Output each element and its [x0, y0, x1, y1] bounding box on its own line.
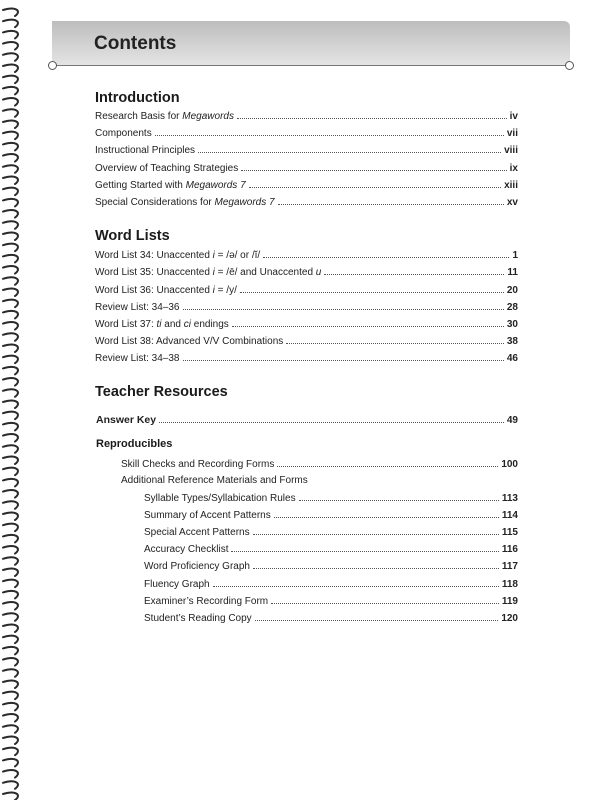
spiral-coil — [3, 76, 18, 83]
toc-entry-label: Overview of Teaching Strategies — [95, 163, 239, 174]
spiral-coil — [3, 557, 18, 564]
spiral-coil — [3, 42, 18, 49]
toc-page-number: viii — [504, 145, 518, 156]
spiral-coil — [3, 737, 18, 744]
toc-entry[interactable] — [144, 524, 518, 538]
toc-entry[interactable] — [95, 194, 518, 208]
toc-entry[interactable] — [95, 125, 518, 139]
spiral-coil — [3, 434, 18, 441]
spiral-binding — [0, 0, 30, 800]
toc-entry-label: Special Considerations for Megawords 7 — [95, 197, 275, 208]
spiral-coil — [3, 378, 18, 385]
spiral-coil — [3, 300, 18, 307]
toc-page-number: vii — [506, 128, 518, 139]
spiral-coil — [3, 65, 18, 72]
spiral-coil — [3, 210, 18, 217]
toc-entry-label: Fluency Graph — [144, 579, 210, 590]
spiral-coil — [3, 367, 18, 374]
spiral-coil — [3, 132, 18, 139]
spiral-coil — [3, 625, 18, 632]
toc-entry[interactable] — [144, 576, 518, 590]
toc-entry-label: Examiner’s Recording Form — [144, 596, 269, 607]
section-heading-introduction: Introduction — [95, 90, 180, 106]
toc-page-number: 118 — [501, 579, 518, 590]
toc-page-number: 116 — [501, 544, 518, 555]
toc-entry[interactable] — [144, 558, 518, 572]
spiral-coil — [3, 199, 18, 206]
toc-entry-label: Answer Key — [96, 414, 157, 426]
subheading-reproducibles: Reproducibles — [96, 438, 173, 450]
toc-entry-label: Instructional Principles — [95, 145, 196, 156]
spiral-coil — [3, 535, 18, 542]
toc-entry-label: Word List 34: Unaccented i = /ə/ or /ĭ/ — [95, 250, 261, 261]
spiral-coil — [3, 490, 18, 497]
toc-entry[interactable] — [144, 507, 518, 521]
spiral-coil — [3, 31, 18, 38]
toc-entry-label: Word List 36: Unaccented i = /y/ — [95, 285, 237, 296]
toc-page-number: 46 — [506, 353, 518, 364]
spiral-coil — [3, 781, 18, 788]
toc-page-number: 113 — [501, 493, 518, 504]
spiral-coil — [3, 53, 18, 60]
spiral-coil — [3, 457, 18, 464]
toc-entry-label: Word List 35: Unaccented i = /ē/ and Unaccented u — [95, 267, 322, 278]
spiral-coil — [3, 154, 18, 161]
spiral-coil — [3, 188, 18, 195]
toc-page-number: 117 — [501, 561, 518, 572]
toc-entry[interactable] — [95, 299, 518, 313]
toc-entry[interactable] — [95, 108, 518, 122]
spiral-coil — [3, 412, 18, 419]
spiral-coil — [3, 479, 18, 486]
toc-entry-label: Getting Started with Megawords 7 — [95, 180, 246, 191]
toc-page-number: 28 — [506, 302, 518, 313]
spiral-coil — [3, 345, 18, 352]
spiral-coil — [3, 748, 18, 755]
toc-page-number: 114 — [501, 510, 518, 521]
spiral-coil — [3, 759, 18, 766]
toc-page-number: 30 — [506, 319, 518, 330]
toc-entry[interactable] — [95, 350, 518, 364]
toc-entry[interactable] — [95, 177, 518, 191]
spiral-coil — [3, 681, 18, 688]
spiral-coil — [3, 177, 18, 184]
toc-page-number: 20 — [506, 285, 518, 296]
spiral-coil — [3, 277, 18, 284]
toc-entry[interactable] — [144, 541, 518, 555]
spiral-coil — [3, 613, 18, 620]
spiral-coil — [3, 244, 18, 251]
spiral-coil — [3, 255, 18, 262]
spiral-coil — [3, 401, 18, 408]
toc-subgroup-label: Additional Reference Materials and Forms — [121, 475, 308, 486]
toc-entry[interactable] — [144, 490, 518, 504]
spiral-coil — [3, 692, 18, 699]
toc-entry-label: Word List 38: Advanced V/V Combinations — [95, 336, 284, 347]
spiral-coil — [3, 289, 18, 296]
toc-entry-label: Accuracy Checklist — [144, 544, 229, 555]
toc-page-number: 115 — [501, 527, 518, 538]
spiral-coil — [3, 423, 18, 430]
toc-entry-label: Special Accent Patterns — [144, 527, 250, 538]
spiral-coil — [3, 546, 18, 553]
spiral-coil — [3, 109, 18, 116]
spiral-coil — [3, 569, 18, 576]
spiral-coil — [3, 165, 18, 172]
spiral-coil — [3, 793, 18, 800]
toc-entry[interactable] — [95, 316, 518, 330]
spiral-coil — [3, 266, 18, 273]
section-heading-teacher-resources: Teacher Resources — [95, 384, 228, 400]
toc-entry-label: Word Proficiency Graph — [144, 561, 250, 572]
toc-entry-answer-key[interactable] — [96, 412, 518, 426]
spiral-coil — [3, 501, 18, 508]
spiral-coil — [3, 647, 18, 654]
toc-entry[interactable] — [121, 456, 518, 470]
spiral-coil — [3, 580, 18, 587]
header-rule-right-dot — [565, 61, 574, 70]
toc-page-number: iv — [509, 111, 518, 122]
toc-entry-label: Student’s Reading Copy — [144, 613, 252, 624]
spiral-coil — [3, 513, 18, 520]
toc-entry-label: Review List: 34–36 — [95, 302, 180, 313]
toc-entry-label: Review List: 34–38 — [95, 353, 180, 364]
spiral-coil — [3, 714, 18, 721]
toc-entry[interactable] — [95, 333, 518, 347]
toc-page-number: xv — [506, 197, 518, 208]
header-rule-left-dot — [48, 61, 57, 70]
spiral-coil — [3, 20, 18, 27]
toc-entry[interactable] — [144, 610, 518, 624]
toc-entry[interactable] — [144, 593, 518, 607]
spiral-coil — [3, 703, 18, 710]
spiral-coil — [3, 98, 18, 105]
section-heading-word-lists: Word Lists — [95, 228, 170, 244]
toc-entry-label: Components — [95, 128, 152, 139]
spiral-coil — [3, 669, 18, 676]
toc-page-number: 120 — [501, 613, 518, 624]
toc-entry-label: Skill Checks and Recording Forms — [121, 459, 275, 470]
spiral-coil — [3, 602, 18, 609]
spiral-coil — [3, 524, 18, 531]
spiral-coil — [3, 636, 18, 643]
spiral-coil — [3, 658, 18, 665]
spiral-coil — [3, 333, 18, 340]
toc-page-number: 1 — [512, 250, 518, 261]
spiral-coil — [3, 356, 18, 363]
toc-entry[interactable] — [95, 160, 518, 174]
spiral-coil — [3, 725, 18, 732]
spiral-coil — [3, 9, 18, 16]
toc-entry[interactable] — [95, 142, 518, 156]
toc-entry[interactable] — [95, 264, 518, 278]
toc-page-number: 49 — [506, 415, 518, 426]
toc-entry-label: Syllable Types/Syllabication Rules — [144, 493, 296, 504]
toc-page-number: 38 — [506, 336, 518, 347]
spiral-coil — [3, 121, 18, 128]
toc-page-number: xiii — [504, 180, 518, 191]
toc-entry[interactable] — [95, 247, 518, 261]
toc-entry-label: Word List 37: ti and ci endings — [95, 319, 229, 330]
spiral-coil — [3, 221, 18, 228]
spiral-coil — [3, 233, 18, 240]
spiral-coil — [3, 311, 18, 318]
spiral-coil — [3, 389, 18, 396]
toc-entry-label: Research Basis for Megawords — [95, 111, 234, 122]
spiral-coil — [3, 322, 18, 329]
toc-entry[interactable] — [95, 282, 518, 296]
spiral-coil — [3, 445, 18, 452]
spiral-coil — [3, 87, 18, 94]
toc-page-number: ix — [509, 163, 518, 174]
spiral-coil — [3, 591, 18, 598]
spiral-coil — [3, 468, 18, 475]
page-title: Contents — [94, 33, 177, 54]
spiral-coil — [3, 143, 18, 150]
toc-page-number: 100 — [501, 459, 518, 470]
toc-page-number: 119 — [501, 596, 518, 607]
header-rule — [52, 65, 570, 66]
spiral-coil — [3, 770, 18, 777]
toc-entry-label: Summary of Accent Patterns — [144, 510, 271, 521]
toc-page-number: 11 — [507, 267, 518, 278]
